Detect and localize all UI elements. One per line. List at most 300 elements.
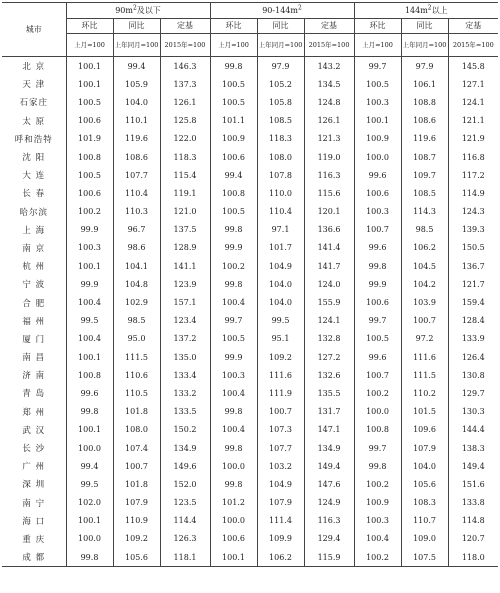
index-value: 115.4	[160, 166, 210, 184]
index-value: 100.6	[354, 184, 401, 202]
index-value: 116.3	[304, 512, 354, 530]
table-row	[2, 457, 498, 475]
index-value: 141.4	[304, 239, 354, 257]
index-value: 108.6	[401, 112, 448, 130]
index-value: 111.5	[113, 348, 160, 366]
index-value: 100.2	[354, 384, 401, 402]
index-value: 131.7	[304, 403, 354, 421]
index-value: 109.2	[113, 530, 160, 548]
table-row	[2, 275, 498, 293]
index-value: 100.3	[354, 93, 401, 111]
index-value: 107.9	[257, 494, 304, 512]
index-value: 107.3	[257, 421, 304, 439]
index-value: 133.8	[461, 498, 485, 508]
index-value: 119.6	[113, 130, 160, 148]
index-value: 106.2	[257, 548, 304, 567]
index-value: 99.9	[354, 275, 401, 293]
index-value: 102.0	[66, 494, 113, 512]
index-value: 110.9	[113, 512, 160, 530]
city-name: 太 原	[2, 112, 66, 130]
index-value: 100.0	[354, 148, 401, 166]
index-value: 100.2	[66, 203, 113, 221]
index-value: 114.4	[160, 512, 210, 530]
index-value: 145.8	[461, 61, 485, 71]
index-value: 107.9	[113, 494, 160, 512]
index-value: 118.0	[448, 548, 498, 567]
index-value: 99.9	[210, 239, 257, 257]
index-value: 100.1	[66, 421, 113, 439]
city-name: 上 海	[2, 221, 66, 239]
index-value: 139.3	[461, 225, 485, 235]
index-value: 114.9	[461, 188, 485, 198]
index-value: 100.7	[354, 221, 401, 239]
index-value: 124.8	[304, 93, 354, 111]
index-value: 119.6	[401, 130, 448, 148]
index-value: 100.1	[66, 257, 113, 275]
index-value: 138.3	[461, 443, 485, 453]
index-value: 126.1	[160, 93, 210, 111]
index-value: 128.9	[160, 239, 210, 257]
index-value: 105.8	[257, 93, 304, 111]
table-row	[2, 548, 498, 567]
city-name: 济 南	[2, 366, 66, 384]
index-value: 100.6	[66, 184, 113, 202]
group-medium-sup: 2	[297, 3, 302, 11]
index-value: 106.2	[401, 239, 448, 257]
index-value: 100.6	[66, 112, 113, 130]
index-value: 132.6	[304, 366, 354, 384]
index-value: 132.8	[304, 330, 354, 348]
index-value: 133.2	[160, 384, 210, 402]
table-row	[2, 439, 498, 457]
index-value: 100.1	[66, 75, 113, 93]
index-value: 130.8	[461, 370, 485, 380]
index-value: 104.2	[401, 275, 448, 293]
index-value: 98.6	[113, 239, 160, 257]
index-value: 101.8	[113, 475, 160, 493]
city-name: 海 口	[2, 512, 66, 530]
index-value: 105.6	[401, 475, 448, 493]
city-name: 武 汉	[2, 421, 66, 439]
city-name: 南 京	[2, 239, 66, 257]
index-value: 114.8	[461, 516, 485, 526]
index-value: 126.3	[160, 530, 210, 548]
index-value: 157.1	[160, 293, 210, 311]
index-value: 104.0	[401, 457, 448, 475]
index-value: 100.2	[354, 475, 401, 493]
sub-header-mom: 环比	[354, 19, 401, 34]
group-header-medium	[210, 3, 354, 19]
index-value: 100.0	[210, 457, 257, 475]
index-value: 110.4	[257, 203, 304, 221]
index-value: 110.3	[113, 203, 160, 221]
index-value: 99.4	[210, 166, 257, 184]
index-value: 118.3	[257, 130, 304, 148]
index-value: 159.4	[461, 298, 485, 308]
table-row	[2, 384, 498, 402]
index-value: 120.1	[304, 203, 354, 221]
table-row	[2, 130, 498, 148]
table-row	[2, 403, 498, 421]
index-value: 127.2	[304, 348, 354, 366]
index-value: 100.6	[210, 530, 257, 548]
index-value: 136.7	[461, 261, 485, 271]
group-small-sup: 2	[132, 3, 137, 11]
city-name: 呼和浩特	[2, 130, 66, 148]
index-value: 109.6	[401, 421, 448, 439]
index-value: 100.1	[66, 348, 113, 366]
city-name: 南 昌	[2, 348, 66, 366]
table-row	[2, 148, 498, 166]
index-value: 95.0	[113, 330, 160, 348]
base-same-month-last-year: 上年同月=100	[401, 34, 448, 57]
index-value: 105.2	[257, 75, 304, 93]
index-value: 104.1	[113, 257, 160, 275]
index-value: 136.6	[304, 221, 354, 239]
base-same-month-last-year: 上年同月=100	[113, 34, 160, 57]
price-index-table	[2, 2, 498, 567]
index-value: 155.9	[304, 293, 354, 311]
index-value: 122.0	[160, 130, 210, 148]
index-value: 101.7	[257, 239, 304, 257]
table-row	[2, 112, 498, 130]
group-large-suffix: 以上	[431, 5, 448, 15]
city-name: 福 州	[2, 312, 66, 330]
group-small-suffix: 及以下	[136, 5, 161, 15]
index-value: 115.6	[304, 184, 354, 202]
index-value: 101.1	[210, 112, 257, 130]
table-row	[2, 293, 498, 311]
index-value: 100.3	[210, 366, 257, 384]
index-value: 150.2	[160, 421, 210, 439]
index-value: 100.7	[113, 457, 160, 475]
index-value: 116.8	[461, 152, 485, 162]
sub-header-fixed-base: 定基	[448, 19, 498, 34]
index-value: 111.5	[401, 366, 448, 384]
index-value: 152.0	[160, 475, 210, 493]
city-name: 宁 波	[2, 275, 66, 293]
index-value: 104.5	[401, 257, 448, 275]
index-value: 121.3	[304, 130, 354, 148]
group-small-label: 90m	[115, 5, 133, 15]
index-value: 97.1	[257, 221, 304, 239]
group-header-large	[354, 3, 498, 19]
index-value: 100.1	[66, 57, 113, 76]
index-value: 100.9	[354, 130, 401, 148]
index-value: 100.7	[401, 312, 448, 330]
table-row	[2, 312, 498, 330]
index-value: 99.8	[210, 221, 257, 239]
index-value: 146.3	[160, 57, 210, 76]
index-value: 135.5	[304, 384, 354, 402]
index-value: 99.8	[210, 275, 257, 293]
table-row	[2, 239, 498, 257]
index-value: 111.6	[257, 366, 304, 384]
index-value: 118.3	[160, 148, 210, 166]
index-value: 147.6	[304, 475, 354, 493]
table-row	[2, 475, 498, 493]
table-row	[2, 184, 498, 202]
index-value: 99.5	[66, 312, 113, 330]
index-value: 100.1	[210, 548, 257, 567]
index-value: 129.7	[461, 388, 485, 398]
table-body	[2, 57, 498, 567]
index-value: 123.5	[160, 494, 210, 512]
index-value: 105.6	[113, 548, 160, 567]
index-value: 118.1	[160, 548, 210, 567]
index-value: 100.2	[210, 257, 257, 275]
index-value: 99.9	[210, 348, 257, 366]
index-value: 108.7	[401, 148, 448, 166]
index-value: 99.6	[66, 384, 113, 402]
index-value: 144.4	[461, 425, 485, 435]
index-value: 100.5	[354, 75, 401, 93]
index-value: 104.0	[257, 293, 304, 311]
index-value: 121.7	[461, 279, 485, 289]
index-value: 100.0	[66, 439, 113, 457]
index-value: 108.0	[257, 148, 304, 166]
base-year-2015: 2015年=100	[160, 34, 210, 57]
index-value: 104.0	[113, 93, 160, 111]
index-value: 107.5	[401, 548, 448, 567]
sub-header-yoy: 同比	[113, 19, 160, 34]
index-value: 97.9	[401, 57, 448, 76]
index-value: 101.5	[401, 403, 448, 421]
index-value: 99.9	[66, 275, 113, 293]
index-value: 99.5	[257, 312, 304, 330]
sub-header-fixed-base: 定基	[304, 19, 354, 34]
index-value: 99.6	[354, 166, 401, 184]
index-value: 100.4	[210, 293, 257, 311]
city-name: 广 州	[2, 457, 66, 475]
index-value: 99.8	[66, 548, 113, 567]
index-value: 108.3	[401, 494, 448, 512]
index-value: 141.7	[304, 257, 354, 275]
index-value: 108.5	[401, 184, 448, 202]
index-value: 100.0	[354, 403, 401, 421]
base-last-month: 上月=100	[66, 34, 113, 57]
city-name: 沈 阳	[2, 148, 66, 166]
index-value: 100.8	[66, 148, 113, 166]
index-value: 134.9	[304, 439, 354, 457]
index-value: 123.9	[160, 275, 210, 293]
index-value: 99.8	[354, 257, 401, 275]
index-value: 100.4	[66, 293, 113, 311]
index-value: 107.7	[257, 439, 304, 457]
index-value: 125.8	[160, 112, 210, 130]
group-large-sup: 2	[427, 3, 432, 11]
index-value: 99.6	[354, 239, 401, 257]
index-value: 135.0	[160, 348, 210, 366]
city-name: 杭 州	[2, 257, 66, 275]
index-value: 110.5	[113, 384, 160, 402]
city-name: 哈尔滨	[2, 203, 66, 221]
group-header-small	[66, 3, 210, 19]
index-value: 127.1	[461, 79, 485, 89]
index-value: 128.4	[461, 316, 485, 326]
city-name: 青 岛	[2, 384, 66, 402]
index-value: 99.7	[210, 312, 257, 330]
city-name: 天 津	[2, 75, 66, 93]
index-value: 147.1	[304, 421, 354, 439]
index-value: 104.9	[257, 257, 304, 275]
index-value: 99.7	[354, 439, 401, 457]
index-value: 99.7	[354, 57, 401, 76]
city-name: 厦 门	[2, 330, 66, 348]
sub-header-mom: 环比	[66, 19, 113, 34]
index-value: 105.9	[113, 75, 160, 93]
index-value: 114.3	[401, 203, 448, 221]
group-medium-label: 90-144m	[262, 5, 298, 15]
index-value: 101.8	[113, 403, 160, 421]
index-value: 100.5	[66, 166, 113, 184]
table-row	[2, 257, 498, 275]
index-value: 100.5	[66, 93, 113, 111]
index-value: 99.8	[210, 439, 257, 457]
table-row	[2, 166, 498, 184]
city-name: 南 宁	[2, 494, 66, 512]
index-value: 107.9	[401, 439, 448, 457]
sub-header-mom: 环比	[210, 19, 257, 34]
index-value: 121.0	[160, 203, 210, 221]
index-value: 111.4	[257, 512, 304, 530]
index-value: 100.3	[66, 239, 113, 257]
index-value: 124.0	[304, 275, 354, 293]
base-last-month: 上月=100	[354, 34, 401, 57]
index-value: 103.9	[401, 293, 448, 311]
index-value: 133.5	[160, 403, 210, 421]
base-year-2015: 2015年=100	[448, 34, 498, 57]
index-value: 100.5	[354, 330, 401, 348]
index-value: 99.4	[66, 457, 113, 475]
index-value: 108.0	[113, 421, 160, 439]
index-value: 95.1	[257, 330, 304, 348]
index-value: 99.8	[210, 403, 257, 421]
index-value: 110.2	[401, 384, 448, 402]
index-value: 100.2	[354, 548, 401, 567]
index-value: 100.9	[354, 494, 401, 512]
city-name: 郑 州	[2, 403, 66, 421]
table-row	[2, 494, 498, 512]
base-same-month-last-year: 上年同月=100	[257, 34, 304, 57]
index-value: 100.5	[210, 93, 257, 111]
table-row	[2, 366, 498, 384]
index-value: 99.9	[66, 221, 113, 239]
index-value: 100.3	[354, 512, 401, 530]
table-row	[2, 512, 498, 530]
index-value: 104.9	[257, 475, 304, 493]
city-name: 长 春	[2, 184, 66, 202]
index-value: 102.9	[113, 293, 160, 311]
city-name: 大 连	[2, 166, 66, 184]
index-value: 99.4	[113, 57, 160, 76]
index-value: 100.5	[210, 330, 257, 348]
index-value: 137.5	[160, 221, 210, 239]
table-row	[2, 421, 498, 439]
index-value: 97.2	[401, 330, 448, 348]
index-value: 100.1	[354, 112, 401, 130]
index-value: 108.8	[401, 93, 448, 111]
index-value: 130.3	[461, 407, 485, 417]
index-value: 100.4	[354, 530, 401, 548]
index-value: 129.4	[304, 530, 354, 548]
index-value: 101.2	[210, 494, 257, 512]
city-name: 深 圳	[2, 475, 66, 493]
index-value: 100.6	[210, 148, 257, 166]
index-value: 134.5	[304, 75, 354, 93]
index-value: 110.0	[257, 184, 304, 202]
index-value: 124.9	[304, 494, 354, 512]
index-value: 149.4	[461, 461, 485, 471]
index-value: 143.2	[304, 57, 354, 76]
table-row	[2, 57, 498, 76]
index-value: 137.2	[160, 330, 210, 348]
index-value: 110.1	[113, 112, 160, 130]
index-value: 111.6	[401, 348, 448, 366]
index-value: 100.7	[257, 403, 304, 421]
index-value: 133.9	[461, 334, 485, 344]
index-value: 100.6	[354, 293, 401, 311]
group-large-label: 144m	[404, 5, 428, 15]
index-value: 119.1	[160, 184, 210, 202]
index-value: 100.4	[210, 421, 257, 439]
sub-header-yoy: 同比	[257, 19, 304, 34]
index-value: 109.0	[401, 530, 448, 548]
index-value: 104.0	[257, 275, 304, 293]
index-value: 110.4	[113, 184, 160, 202]
index-value: 97.9	[257, 57, 304, 76]
index-value: 109.9	[257, 530, 304, 548]
index-value: 106.1	[401, 75, 448, 93]
index-value: 107.7	[113, 166, 160, 184]
index-value: 96.7	[113, 221, 160, 239]
index-value: 103.2	[257, 457, 304, 475]
index-value: 109.2	[257, 348, 304, 366]
sub-header-fixed-base: 定基	[160, 19, 210, 34]
city-name: 合 肥	[2, 293, 66, 311]
index-value: 150.5	[461, 243, 485, 253]
index-value: 100.8	[210, 184, 257, 202]
index-value: 137.3	[160, 75, 210, 93]
index-value: 124.1	[304, 312, 354, 330]
sub-header-yoy: 同比	[401, 19, 448, 34]
index-value: 99.5	[66, 475, 113, 493]
index-value: 107.4	[113, 439, 160, 457]
index-value: 101.9	[66, 130, 113, 148]
index-value: 110.7	[401, 512, 448, 530]
city-name: 重 庆	[2, 530, 66, 548]
index-value: 109.7	[401, 166, 448, 184]
city-name: 成 都	[2, 548, 66, 567]
index-value: 149.6	[160, 457, 210, 475]
table-row	[2, 330, 498, 348]
index-value: 99.8	[66, 403, 113, 421]
index-value: 100.4	[210, 384, 257, 402]
index-value: 100.4	[66, 330, 113, 348]
index-value: 108.6	[113, 148, 160, 166]
index-value: 133.4	[160, 366, 210, 384]
index-value: 126.1	[304, 112, 354, 130]
index-value: 107.8	[257, 166, 304, 184]
index-value: 100.9	[210, 130, 257, 148]
index-value: 119.0	[304, 148, 354, 166]
index-value: 116.3	[304, 166, 354, 184]
table-row	[2, 75, 498, 93]
index-value: 98.5	[113, 312, 160, 330]
city-column-header: 城市	[2, 3, 66, 57]
index-value: 98.5	[401, 221, 448, 239]
index-value: 126.4	[461, 352, 485, 362]
